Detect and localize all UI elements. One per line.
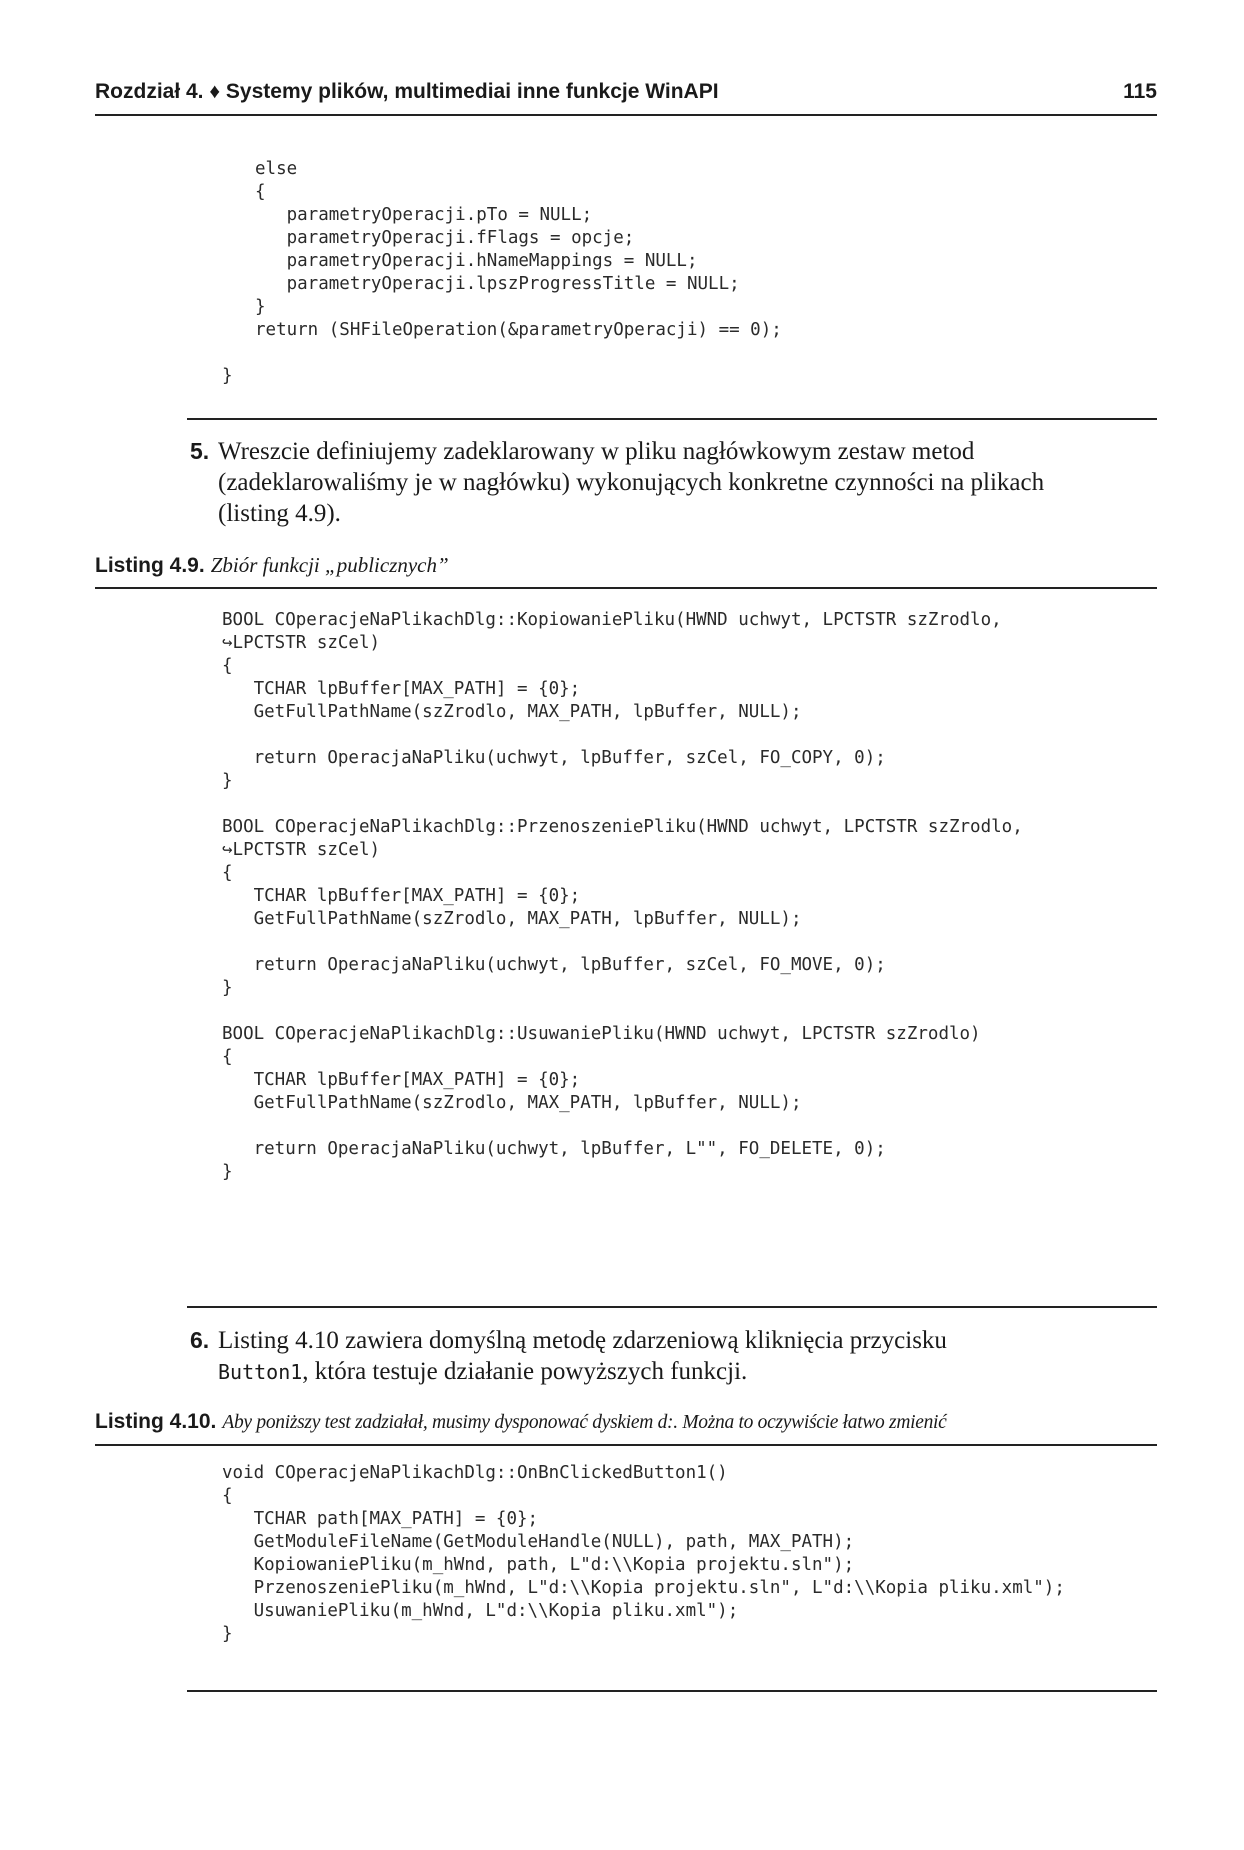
step-text-line: (listing 4.9). (218, 500, 341, 527)
listing-4-9-code: BOOL COperacjeNaPlikachDlg::KopiowaniePliku(HWND uchwyt, LPCTSTR szZrodlo, ↪LPCTSTR szCel) { TCHAR lpBuffer[MAX_PATH] = {0}; GetFullPathName(szZrodlo, MAX_PATH, lpBuffer, NULL); return OperacjaNaPliku(uchwyt, lpBuffer, szCel, FO_COPY, 0); } BOOL COperacjeNaPlikachDlg::PrzenoszeniePliku(HWND uchwyt, LPCTSTR szZrodlo, ↪LPCTSTR szCel) { TCHAR lpBuffer[MAX_PATH] = {0}; GetFullPathName(szZrodlo, MAX_PATH, lpBuffer, NULL); return OperacjaNaPliku(uchwyt, lpBuffer, szCel, FO_MOVE, 0); } BOOL COperacjeNaPlikachDlg::UsuwaniePliku(HWND uchwyt, LPCTSTR szZrodlo) { TCHAR lpBuffer[MAX_PATH] = {0}; GetFullPathName(szZrodlo, MAX_PATH, lpBuffer, NULL); return OperacjaNaPliku(uchwyt, lpBuffer, L"", FO_DELETE, 0); } (222, 610, 1023, 1182)
listing-4-9-caption (95, 553, 1157, 589)
step-number: 5. (190, 438, 210, 464)
code-end-rule (187, 418, 1157, 420)
step-5 (190, 436, 1148, 529)
code-snippet-closing-brace: } (222, 366, 233, 386)
step-text-fragment: , która testuje działanie powyższych funkcji. (302, 1358, 748, 1385)
listing-label: Listing 4.10. (95, 1410, 217, 1433)
listing-label: Listing 4.9. (95, 554, 205, 577)
step-number: 6. (190, 1327, 210, 1353)
step-text-line: (zadeklarowaliśmy je w nagłówku) wykonujących konkretne czynności na plikach (218, 469, 1045, 496)
step-text-line (218, 1356, 1148, 1388)
listing-4-10-code: void COperacjeNaPlikachDlg::OnBnClickedButton1() { TCHAR path[MAX_PATH] = {0}; GetModuleFileName(GetModuleHandle(NULL), path, MAX_PATH); KopiowaniePliku(m_hWnd, path, L"d:\\Kopia projektu.sln"); PrzenoszeniePliku(m_hWnd, L"d:\\Kopia projektu.sln", L"d:\\Kopia pliku.xml"); UsuwaniePliku(m_hWnd, L"d:\\Kopia pliku.xml"); } (222, 1463, 1065, 1644)
step-6 (190, 1325, 1148, 1388)
inline-code: Button1 (218, 1360, 303, 1384)
code-snippet-continued: else { parametryOperacji.pTo = NULL; parametryOperacji.fFlags = opcje; parametryOperacji.hNameMappings = NULL; parametryOperacji.lpszProgressTitle = NULL; } return (SHFileOperation(&parametryOperacji) == 0); (255, 159, 782, 340)
step-text-line: Listing 4.10 zawiera domyślną metodę zdarzeniową kliknięcia przycisku (218, 1327, 947, 1354)
chapter-title: Rozdział 4. ♦ Systemy plików, multimediai inne funkcje WinAPI (95, 80, 719, 103)
listing-caption-text: Zbiór funkcji „publicznych” (210, 553, 449, 577)
listing-4-10-caption (95, 1410, 1157, 1446)
step-text-line: Wreszcie definiujemy zadeklarowany w pliku nagłówkowym zestaw metod (218, 438, 975, 465)
code-end-rule (187, 1690, 1157, 1692)
running-header (95, 74, 1157, 116)
code-end-rule (187, 1306, 1157, 1308)
listing-caption-text: Aby poniższy test zadziałał, musimy dysponować dyskiem d:. Można to oczywiście łatwo zmienić (222, 1412, 947, 1433)
page-number: 115 (1123, 80, 1157, 103)
